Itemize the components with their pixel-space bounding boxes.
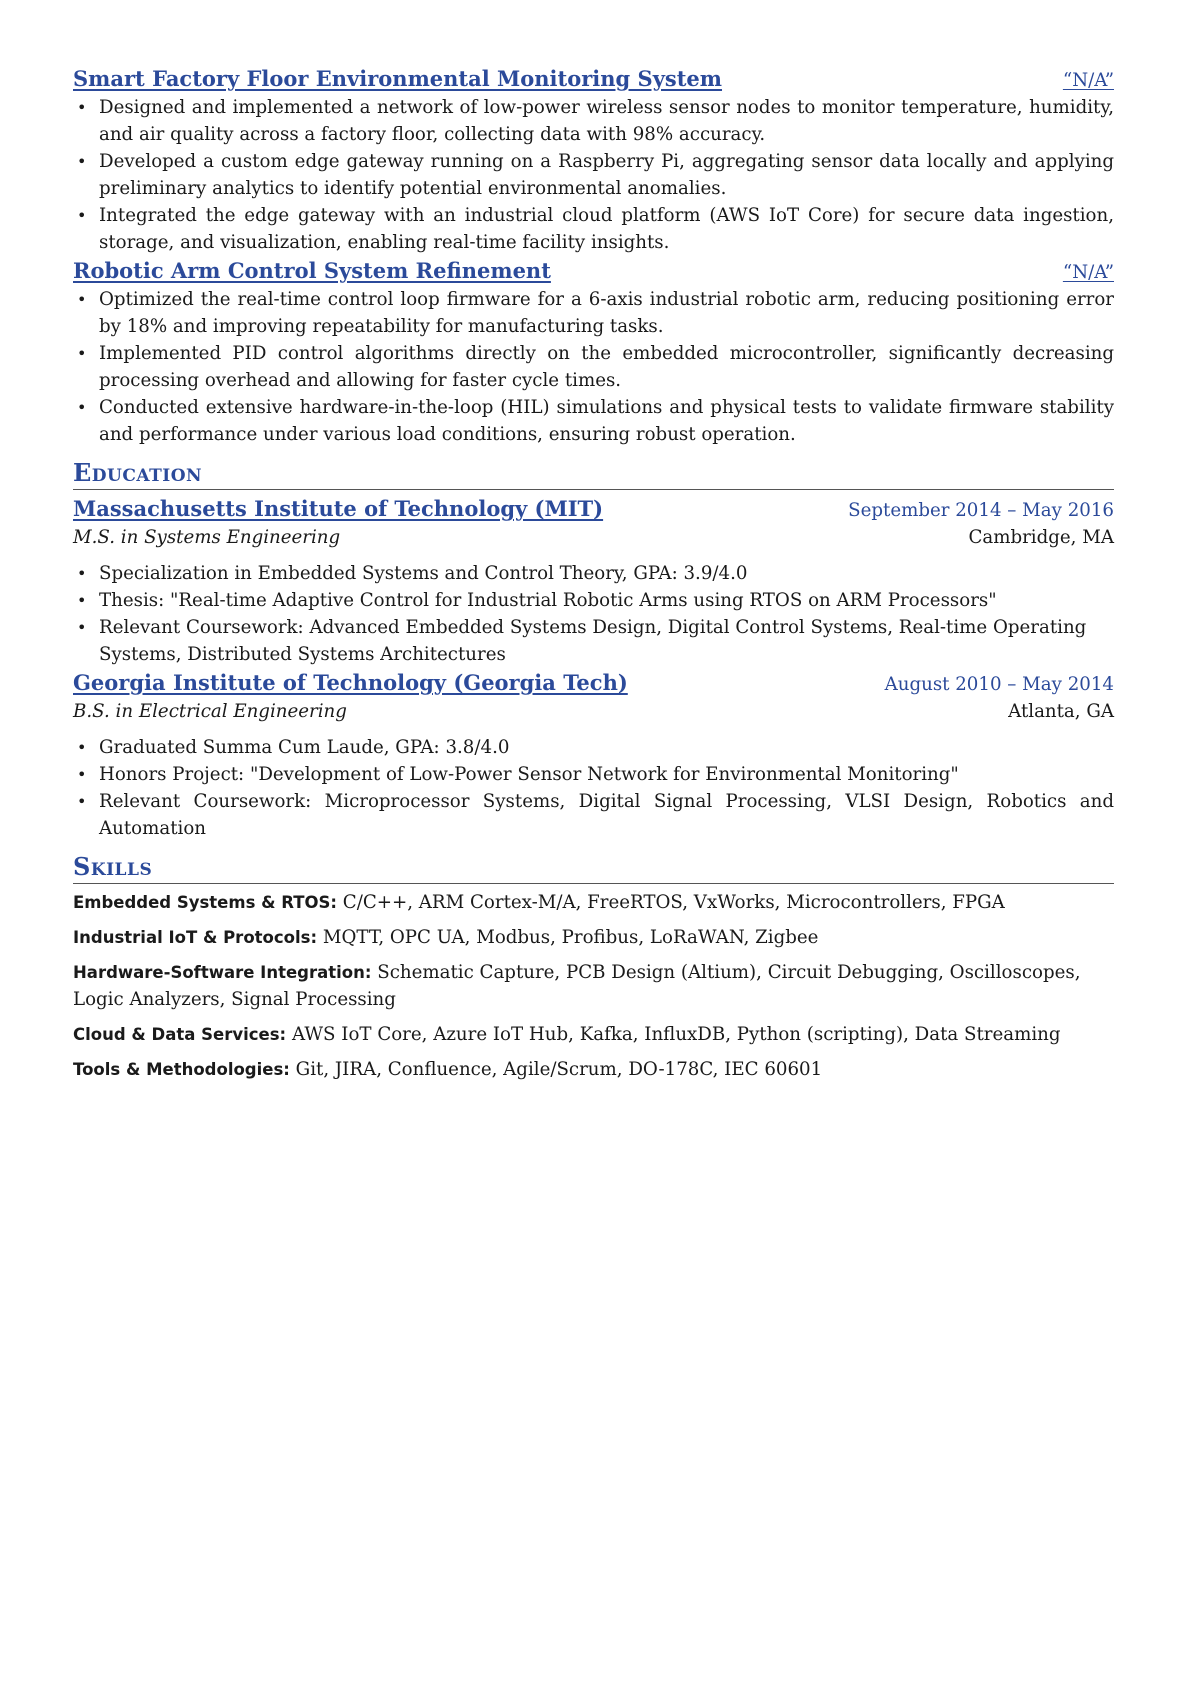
school-name-link[interactable]: Massachusetts Institute of Technology (MIT)	[73, 496, 604, 521]
list-item: • Developed a custom edge gateway running on a Raspberry Pi, aggregating sensor data locally and applying preliminary analytics to identify potential environmental anomalies.	[99, 148, 1114, 202]
skill-value: AWS IoT Core, Azure IoT Hub, Kafka, InfluxDB, Python (scripting), Data Streaming	[286, 1024, 1061, 1045]
degree: M.S. in Systems Engineering	[73, 527, 341, 548]
degree: B.S. in Electrical Engineering	[73, 701, 347, 722]
skills-section-heading: Skills	[73, 852, 1114, 884]
project-bullets	[73, 286, 1114, 448]
skill-value: Git, JIRA, Confluence, Agile/Scrum, DO-178C, IEC 60601	[289, 1059, 823, 1080]
skill-row	[73, 1021, 1114, 1048]
skill-label: Industrial IoT & Protocols:	[73, 928, 318, 947]
project-title-link[interactable]: Smart Factory Floor Environmental Monitoring System	[73, 66, 723, 91]
list-item: • Optimized the real-time control loop firmware for a 6-axis industrial robotic arm, reducing positioning error by 18% and improving repeatability for manufacturing tasks.	[99, 286, 1114, 340]
project-url-link[interactable]: “N/A”	[1062, 70, 1114, 91]
skill-label: Embedded Systems & RTOS:	[73, 893, 337, 912]
skill-row	[73, 924, 1114, 951]
education-bullets	[73, 560, 1114, 668]
education-subheader	[73, 698, 1114, 725]
list-item: • Graduated Summa Cum Laude, GPA: 3.8/4.0	[99, 734, 1114, 761]
school-name-link[interactable]: Georgia Institute of Technology (Georgia Tech)	[73, 670, 628, 695]
project-title-link[interactable]: Robotic Arm Control System Refinement	[73, 258, 551, 283]
skill-value: Schematic Capture, PCB Design (Altium), Circuit Debugging, Oscilloscopes, Logic Analyzers, Signal Processing	[73, 962, 1081, 1010]
list-item: • Relevant Coursework: Microprocessor Systems, Digital Signal Processing, VLSI Design, Robotics and Automation	[99, 788, 1114, 842]
list-item: • Designed and implemented a network of low-power wireless sensor nodes to monitor temperature, humidity, and air quality across a factory floor, collecting data with 98% accuracy.	[99, 94, 1114, 148]
list-item: • Honors Project: "Development of Low-Power Sensor Network for Environmental Monitoring"	[99, 761, 1114, 788]
skill-row	[73, 889, 1114, 916]
skill-row	[73, 959, 1114, 1013]
education-entry	[73, 668, 1114, 842]
list-item: • Implemented PID control algorithms directly on the embedded microcontroller, significantly decreasing processing overhead and allowing for faster cycle times.	[99, 340, 1114, 394]
skill-value: MQTT, OPC UA, Modbus, Profibus, LoRaWAN, Zigbee	[317, 927, 819, 948]
list-item: • Relevant Coursework: Advanced Embedded Systems Design, Digital Control Systems, Real-time Operating Systems, Distributed Systems Architectures	[99, 614, 1114, 668]
project-entry	[73, 64, 1114, 256]
education-header	[73, 494, 1114, 524]
project-header	[73, 64, 1114, 94]
location: Atlanta, GA	[1008, 701, 1114, 722]
skill-label: Tools & Methodologies:	[73, 1060, 290, 1079]
project-header	[73, 256, 1114, 286]
skill-row	[73, 1056, 1114, 1083]
skill-value: C/C++, ARM Cortex-M/A, FreeRTOS, VxWorks, Microcontrollers, FPGA	[337, 892, 1005, 913]
education-entry	[73, 494, 1114, 668]
skill-label: Hardware-Software Integration:	[73, 963, 372, 982]
location: Cambridge, MA	[968, 527, 1114, 548]
education-section-heading: Education	[73, 458, 1114, 490]
education-header	[73, 668, 1114, 698]
project-url-link[interactable]: “N/A”	[1062, 262, 1114, 283]
education-dates: September 2014 – May 2016	[848, 500, 1114, 521]
skill-label: Cloud & Data Services:	[73, 1025, 287, 1044]
list-item: • Specialization in Embedded Systems and Control Theory, GPA: 3.9/4.0	[99, 560, 1114, 587]
project-bullets	[73, 94, 1114, 256]
list-item: • Conducted extensive hardware-in-the-loop (HIL) simulations and physical tests to validate firmware stability and performance under various load conditions, ensuring robust operation.	[99, 394, 1114, 448]
education-dates: August 2010 – May 2014	[884, 674, 1114, 695]
list-item: • Thesis: "Real-time Adaptive Control for Industrial Robotic Arms using RTOS on ARM Processors"	[99, 587, 1114, 614]
list-item: • Integrated the edge gateway with an industrial cloud platform (AWS IoT Core) for secure data ingestion, storage, and visualization, enabling real-time facility insights.	[99, 202, 1114, 256]
education-bullets	[73, 734, 1114, 842]
project-entry	[73, 256, 1114, 448]
education-subheader	[73, 524, 1114, 551]
